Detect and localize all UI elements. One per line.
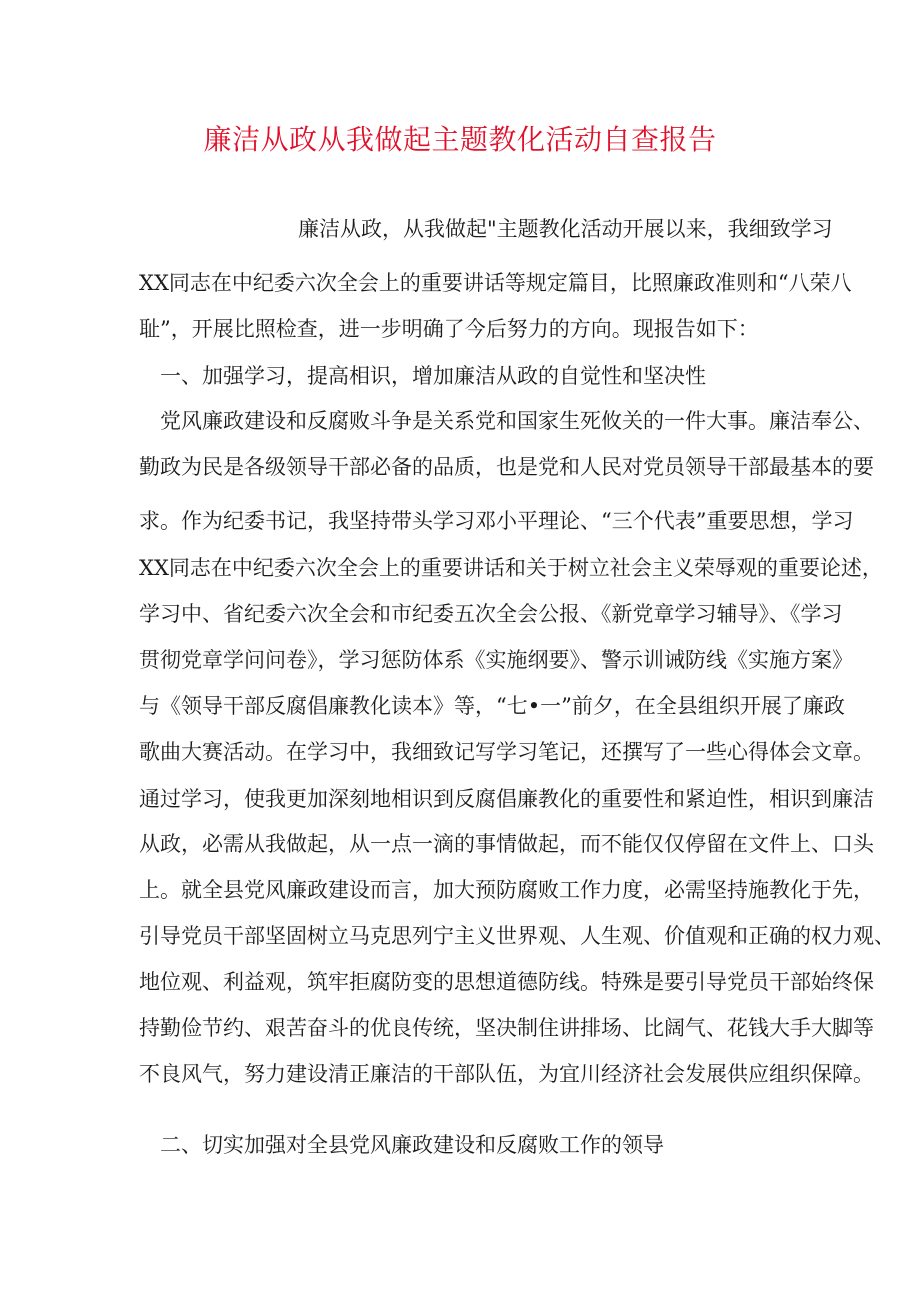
paragraph-line: 通过学习，使我更加深刻地相识到反腐倡廉教化的重要性和紧迫性，相识到廉洁	[139, 787, 874, 811]
paragraph-line: 学习中、省纪委六次全会和市纪委五次全会公报、《新党章学习辅导》、《学习	[139, 602, 843, 626]
paragraph-line: XX同志在中纪委六次全会上的重要讲话和关于树立社会主义荣辱观的重要论述，	[139, 556, 883, 580]
intro-line: 廉洁从政，从我做起"主题教化活动开展以来，我细致学习	[298, 217, 833, 241]
paragraph-line: 引导党员干部坚固树立马克思列宁主义世界观、人生观、价值观和正确的权力观、	[139, 924, 895, 948]
paragraph-line: 歌曲大赛活动。在学习中，我细致记写学习笔记，还撰写了一些心得体会文章。	[139, 740, 874, 764]
paragraph-line: 不良风气，努力建设清正廉洁的干部队伍，为宜川经济社会发展供应组织保障。	[139, 1062, 874, 1086]
section-heading: 一、加强学习，提高相识，增加廉洁从政的自觉性和坚决性	[160, 364, 706, 388]
paragraph-line: 贯彻党章学问问卷》，学习惩防体系《实施纲要》、警示训诫防线《实施方案》	[139, 648, 853, 672]
intro-line: XX同志在中纪委六次全会上的重要讲话等规定篇目，比照廉政准则和“八荣八	[139, 271, 852, 295]
section-heading: 二、切实加强对全县党风廉政建设和反腐败工作的领导	[160, 1133, 664, 1157]
paragraph-line: 求。作为纪委书记，我坚持带头学习邓小平理论、“三个代表”重要思想，学习	[139, 509, 854, 533]
intro-line: 耻”，开展比照检查，进一步明确了今后努力的方向。现报告如下：	[139, 317, 759, 341]
paragraph-line: 从政，必需从我做起，从一点一滴的事情做起，而不能仅仅停留在文件上、口头	[139, 832, 874, 856]
paragraph-line: 与《领导干部反腐倡廉教化读本》等，“七•一”前夕，在全县组织开展了廉政	[139, 694, 845, 718]
paragraph-line: 地位观、利益观，筑牢拒腐防变的思想道德防线。特殊是要引导党员干部始终保	[139, 970, 874, 994]
paragraph-line: 党风廉政建设和反腐败斗争是关系党和国家生死攸关的一件大事。廉洁奉公、	[160, 409, 874, 433]
paragraph-line: 持勤俭节约、艰苦奋斗的优良传统，坚决制住讲排场、比阔气、花钱大手大脚等	[139, 1016, 874, 1040]
document-title: 廉洁从政从我做起主题教化活动自查报告	[203, 123, 717, 156]
paragraph-line: 勤政为民是各级领导干部必备的品质，也是党和人民对党员领导干部最基本的要	[139, 455, 874, 479]
paragraph-line: 上。就全县党风廉政建设而言，加大预防腐败工作力度，必需坚持施教化于先，	[139, 878, 874, 902]
